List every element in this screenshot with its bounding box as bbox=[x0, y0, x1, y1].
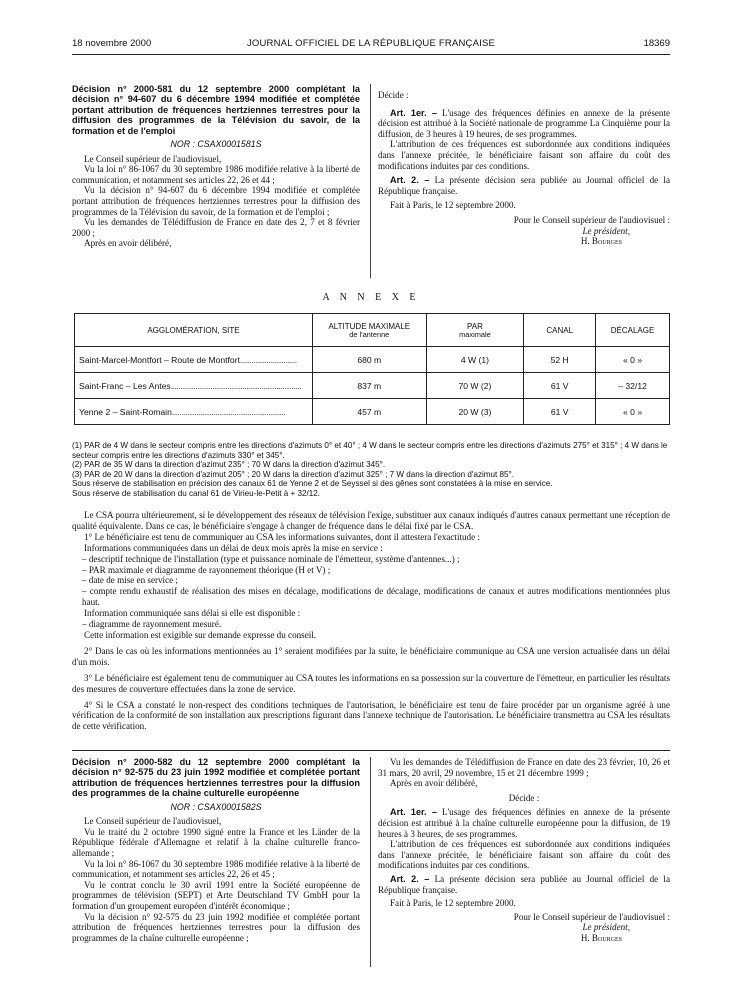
table-cell: « 0 » bbox=[596, 347, 670, 373]
article1-label: Art. 1er. – bbox=[390, 107, 437, 118]
table-cell: 837 m bbox=[312, 373, 426, 399]
column-header: CANAL bbox=[524, 314, 596, 347]
table-cell: « 0 » bbox=[596, 399, 670, 425]
list-item: – descriptif technique de l'installation (type et puissance nominale de l'émetteur, système d'antennes...) ; bbox=[82, 553, 460, 564]
section-rule bbox=[72, 750, 670, 751]
signature-title: Le président, bbox=[582, 922, 630, 933]
conditions-paragraph: Information communiquée sans délai si elle est disponible : bbox=[84, 608, 301, 619]
decision2-nor: NOR : CSAX0001582S bbox=[170, 801, 262, 812]
article1-text: L'usage des fréquences définies en annexe de la présente décision est attribué à la chaîne culturelle européenne pour la diffusion, de 19 heures à 3 heures, de ses programmes. bbox=[378, 807, 671, 839]
conditions-text bbox=[72, 510, 670, 732]
conditions-paragraph: 2° Dans le cas où les informations mentionnées au 1° seraient modifiées par la suite, le bénéficiaire communique au CSA une version actualisée dans un délai d'un mois. bbox=[72, 645, 670, 667]
note: (2) PAR de 35 W dans la direction d'azimut 235° ; 70 W dans la direction d'azimut 345°. bbox=[72, 460, 386, 470]
decide-label: Décide : bbox=[508, 792, 540, 803]
conditions-paragraph: Cette information est exigible sur demande expresse du conseil. bbox=[84, 629, 317, 640]
decision2-paragraph: Le Conseil supérieur de l'audiovisuel, bbox=[84, 816, 222, 827]
list-item: – diagramme de rayonnement mesuré. bbox=[82, 619, 222, 630]
decision1-paragraph: Vu la loi n° 86-1067 du 30 septembre 1986 modifiée relative à la liberté de communication, et notamment ses articles 22, 26 et 44 ; bbox=[72, 164, 360, 185]
table-row bbox=[75, 347, 670, 373]
signature-block bbox=[378, 215, 670, 247]
decision2-paragraph: Vu le traité du 2 octobre 1990 signé entre la France et les Länder de la République fédérale d'Allemagne et relatif à la chaîne culturelle franco-allemande ; bbox=[72, 826, 360, 858]
decision2-title: Décision n° 2000-582 du 12 septembre 2000 complétant la décision n° 92-575 du 23 juin 1992 modifiée et complétée portant attribution de fréquences hertziennes terrestres pour la diffusion des programmes de la chaîne culturelle européenne bbox=[72, 757, 360, 799]
table-cell-site: Yenne 2 – Saint-Romain............................................................ bbox=[75, 399, 313, 425]
article1-label: Art. 1er. – bbox=[390, 807, 437, 818]
article2-label: Art. 2. – bbox=[390, 175, 430, 186]
table-cell: 70 W (2) bbox=[426, 373, 524, 399]
annexe-notes bbox=[72, 441, 670, 499]
column-divider bbox=[370, 757, 371, 967]
conditions-paragraph: Le CSA pourra ultérieurement, si le développement des réseaux de télévision l'exige, substituer aux canaux indiqués d'autres canaux permettant une réception de qualité équivalente. Dans ce cas, le bénéficiaire s'engage à changer de fréquence dans le délai fixé par le CSA. bbox=[72, 510, 670, 531]
decision2-paragraph: Vu la décision n° 92-575 du 23 juin 1992 modifiée et complétée portant attribution de fréquences hertziennes terrestres pour la diffusion des programmes de la chaîne culturelle européenne ; bbox=[72, 911, 360, 943]
signature-line: Pour le Conseil supérieur de l'audiovisuel : bbox=[513, 911, 670, 922]
decision2-paragraph: Vu la loi n° 86-1067 du 30 septembre 1986 modifiée relative à la liberté de communication, et notamment ses articles 22, 26 et 45 ; bbox=[72, 858, 360, 880]
column-divider bbox=[370, 84, 371, 278]
table-cell: 61 V bbox=[524, 399, 596, 425]
table-cell: 680 m bbox=[312, 347, 426, 373]
signature-line: Pour le Conseil supérieur de l'audiovisuel : bbox=[513, 214, 670, 225]
column-header: DÉCALAGE bbox=[596, 314, 670, 347]
list-item: – compte rendu exhaustif de réalisation des mises en décalage, modifications de décalage, modifications de canaux et autres modifications mentionnées plus haut. bbox=[82, 586, 670, 608]
note: Sous réserve de stabilisation en précision des canaux 61 de Yenne 2 et de Seyssel si des gênes sont constatées à la mise en service. bbox=[72, 479, 553, 489]
column-header: AGGLOMÉRATION, SITE bbox=[75, 314, 313, 347]
signature-name: H. Bourges bbox=[580, 236, 622, 247]
decision1-right-column bbox=[378, 90, 670, 247]
decision2-paragraph: Vu les demandes de Télédiffusion de France en date des 23 février, 10, 26 et 31 mars, 20 avril, 29 novembre, 15 et 21 décembre 1999 ; bbox=[378, 757, 670, 778]
decision2-paragraph: Après en avoir délibéré, bbox=[390, 778, 478, 789]
done-at: Fait à Paris, le 12 septembre 2000. bbox=[390, 200, 516, 211]
table-cell-site: Saint-Marcel-Montfort – Route de Montfort.............................. bbox=[75, 347, 313, 373]
decision2-right-column bbox=[378, 757, 670, 944]
conditions-paragraph: 1° Le bénéficiaire est tenu de communiquer au CSA les informations suivantes, dont il attestera l'exactitude : bbox=[84, 531, 480, 542]
decision1-nor: NOR : CSAX0001581S bbox=[170, 139, 262, 150]
list-item: – date de mise en service ; bbox=[82, 575, 178, 586]
table-cell: 20 W (3) bbox=[426, 399, 524, 425]
column-header: ALTITUDE MAXIMALE de l'antenne bbox=[312, 314, 426, 347]
table-cell: 457 m bbox=[312, 399, 426, 425]
table-cell: 61 V bbox=[524, 373, 596, 399]
decision2-paragraph: Vu le contrat conclu le 30 avril 1991 entre la Société européenne de programmes de télévision (SEPT) et Arte Deutschland TV GmbH pour la formation d'un groupement européen d'intérêt économique ; bbox=[72, 879, 360, 911]
done-at: Fait à Paris, le 12 septembre 2000. bbox=[390, 898, 516, 909]
signature-block bbox=[378, 912, 670, 944]
table-cell: 52 H bbox=[524, 347, 596, 373]
decision1-paragraph: Le Conseil supérieur de l'audiovisuel, bbox=[84, 153, 222, 164]
column-header: PAR maximale bbox=[426, 314, 524, 347]
decision1-title: Décision n° 2000-581 du 12 septembre 2000 complétant la décision n° 94-607 du 6 décembre 1994 modifiée et complétée portant attribution de fréquences hertziennes terrestres pour la diffusion des programmes de la Télévision du savoir, de la formation et de l'emploi bbox=[72, 84, 360, 136]
article1-text: L'usage des fréquences définies en annexe de la présente décision est attribué à la Société nationale de programme La Cinquième pour la diffusion, de 3 heures à 19 heures, de ses programmes. bbox=[378, 107, 671, 139]
signature-name: H. Bourges bbox=[580, 932, 622, 943]
page-number: 18369 bbox=[643, 38, 670, 49]
annexe-table bbox=[74, 313, 670, 425]
note: (3) PAR de 20 W dans la direction d'azimut 205° ; 20 W dans la direction d'azimut 325° ; 7 W dans la direction d'azimut 85°. bbox=[72, 469, 515, 479]
article2-text: La présente décision sera publiée au Journal officiel de la République française. bbox=[378, 175, 670, 196]
note: Sous réserve de stabilisation du canal 61 de Virieu-le-Petit à + 32/12. bbox=[72, 488, 320, 498]
article1-paragraph2: L'attribution de ces fréquences est subordonnée aux conditions indiquées dans l'annexe précitée, le bénéficiaire faisant son affaire du coût des modifications induites par ces conditions. bbox=[378, 839, 670, 871]
decision2-left-column bbox=[72, 757, 360, 943]
decision1-paragraph: Après en avoir délibéré, bbox=[84, 238, 172, 249]
note: (1) PAR de 4 W dans le secteur compris entre les directions d'azimuts 0° et 40° ; 4 W dans le secteur compris entre les directions d'azimuts 275° et 315° ; 4 W dans le secteur compris entre les directions d'azimuts 330° et 345°. bbox=[72, 441, 668, 460]
table-header-row bbox=[75, 314, 670, 347]
article2-label: Art. 2. – bbox=[390, 873, 430, 884]
table-cell: 4 W (1) bbox=[426, 347, 524, 373]
conditions-paragraph: 4° Si le CSA a constaté le non-respect des conditions techniques de l'autorisation, le bénéficiaire est tenu de faire procéder par un organisme agréé à une vérification de la conformité de son installation aux prescriptions figurant dans l'annexe technique de l'autorisation. Le bénéficiaire transmettra au CSA les résultats de cette vérification. bbox=[72, 699, 670, 732]
table-cell: – 32/12 bbox=[596, 373, 670, 399]
table-row bbox=[75, 399, 670, 425]
article2-text: La présente décision sera publiée au Journal officiel de la République française. bbox=[378, 873, 670, 895]
decision1-left-column bbox=[72, 84, 360, 249]
journal-title: JOURNAL OFFICIEL DE LA RÉPUBLIQUE FRANÇAISE bbox=[246, 38, 496, 49]
decision1-paragraph: Vu la décision n° 94-607 du 6 décembre 1994 modifiée et complétée portant attribution de fréquences hertziennes terrestres pour la diffusion des programmes de la Télévision du savoir, de la formation et de l'emploi ; bbox=[72, 185, 360, 217]
conditions-paragraph: Informations communiquées dans un délai de deux mois après la mise en service : bbox=[84, 542, 383, 553]
table-row bbox=[75, 373, 670, 399]
table-cell-site: Saint-Franc – Les Antes..................................................................... bbox=[75, 373, 313, 399]
decide-label: Décide : bbox=[378, 90, 409, 100]
signature-title: Le président, bbox=[582, 225, 630, 236]
conditions-paragraph: 3° Le bénéficiaire est également tenu de communiquer au CSA toutes les informations en sa possession sur la couverture de l'émetteur, en particulier les résultats des mesures de couverture effectuées dans la zone de service. bbox=[72, 672, 670, 694]
page-header bbox=[72, 38, 670, 52]
decision1-paragraph: Vu les demandes de Télédiffusion de France en date des 2, 7 et 8 février 2000 ; bbox=[72, 217, 360, 238]
header-rule bbox=[72, 54, 670, 55]
article1-paragraph2: L'attribution de ces fréquences est subordonnée aux conditions indiquées dans l'annexe précitée, le bénéficiaire faisant son affaire du coût des modifications induites par ces conditions. bbox=[378, 139, 670, 171]
annexe-heading: A N N E X E bbox=[322, 292, 420, 303]
list-item: – PAR maximale et diagramme de rayonnement théorique (H et V) ; bbox=[82, 564, 331, 575]
header-date: 18 novembre 2000 bbox=[72, 38, 152, 49]
